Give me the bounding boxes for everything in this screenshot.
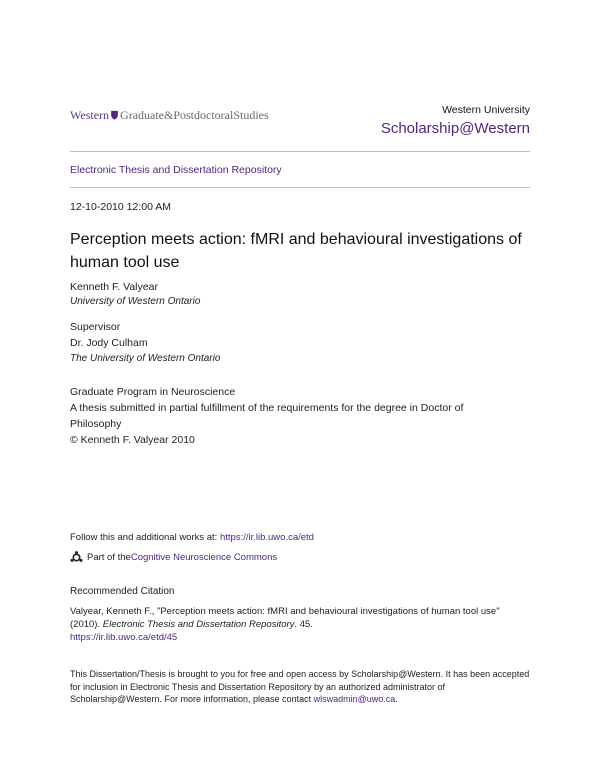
western-grad-logo: [70, 108, 269, 123]
footer-line1: This Dissertation/Thesis is brought to you for free and open access by Scholarship@Western. It has been accepted: [70, 669, 530, 679]
footer-line3: [70, 693, 540, 706]
contact-email-link[interactable]: wlswadmin@uwo.ca: [313, 694, 396, 704]
footer-line3-text: Scholarship@Western. For more information, please contact: [70, 694, 314, 704]
logo-western-text: Western: [70, 108, 110, 122]
citation-series: Electronic Thesis and Dissertation Repository: [102, 619, 295, 630]
shield-icon: [110, 110, 119, 120]
citation-number: . 45.: [294, 619, 313, 630]
thesis-statement-line1: A thesis submitted in partial fulfillment of the requirements for the degree in Doctor of: [70, 402, 464, 414]
divider-top: [70, 151, 530, 152]
network-icon: [70, 551, 83, 564]
author-name: Kenneth F. Valyear: [70, 281, 158, 293]
logo-graduate-text: Graduate&PostdoctoralStudies: [120, 108, 269, 122]
divider-bottom: [70, 187, 530, 188]
supervisor-affiliation: The University of Western Ontario: [70, 353, 221, 364]
repository-link[interactable]: Electronic Thesis and Dissertation Repository: [70, 164, 282, 176]
follow-text: Follow this and additional works at:: [70, 532, 220, 543]
citation-block: [70, 605, 540, 644]
footer-line2: for inclusion in Electronic Thesis and Dissertation Repository by an authorized administrator of: [70, 681, 446, 692]
part-of-line: [70, 551, 277, 564]
thesis-statement-line2: Philosophy: [70, 418, 122, 430]
thesis-title: Perception meets action: fMRI and behavioural investigations of human tool use: [70, 231, 522, 271]
part-of-text: Part of the: [87, 552, 131, 563]
copyright: © Kenneth F. Valyear 2010: [70, 434, 195, 446]
date: 12-10-2010 12:00 AM: [70, 201, 171, 213]
citation-line1: Valyear, Kenneth F., "Perception meets action: fMRI and behavioural investigations of human tool use": [70, 606, 500, 617]
university-name: Western University: [442, 104, 530, 116]
footer-line3-end: .: [395, 694, 398, 704]
program-name: Graduate Program in Neuroscience: [70, 386, 236, 398]
citation-url-link[interactable]: https://ir.lib.uwo.ca/etd/45: [70, 632, 178, 643]
follow-line: [70, 532, 314, 543]
author-affiliation: University of Western Ontario: [70, 296, 201, 307]
citation-line2: [70, 618, 540, 631]
scholarship-title[interactable]: Scholarship@Western: [380, 120, 530, 137]
commons-link[interactable]: Cognitive Neuroscience Commons: [130, 552, 278, 563]
citation-heading: Recommended Citation: [70, 586, 175, 597]
supervisor-name: Dr. Jody Culham: [70, 337, 148, 349]
supervisor-label: Supervisor: [70, 321, 121, 333]
footer-notice: [70, 668, 540, 706]
citation-year: (2010).: [70, 619, 103, 630]
follow-url-link[interactable]: https://ir.lib.uwo.ca/etd: [219, 532, 314, 543]
